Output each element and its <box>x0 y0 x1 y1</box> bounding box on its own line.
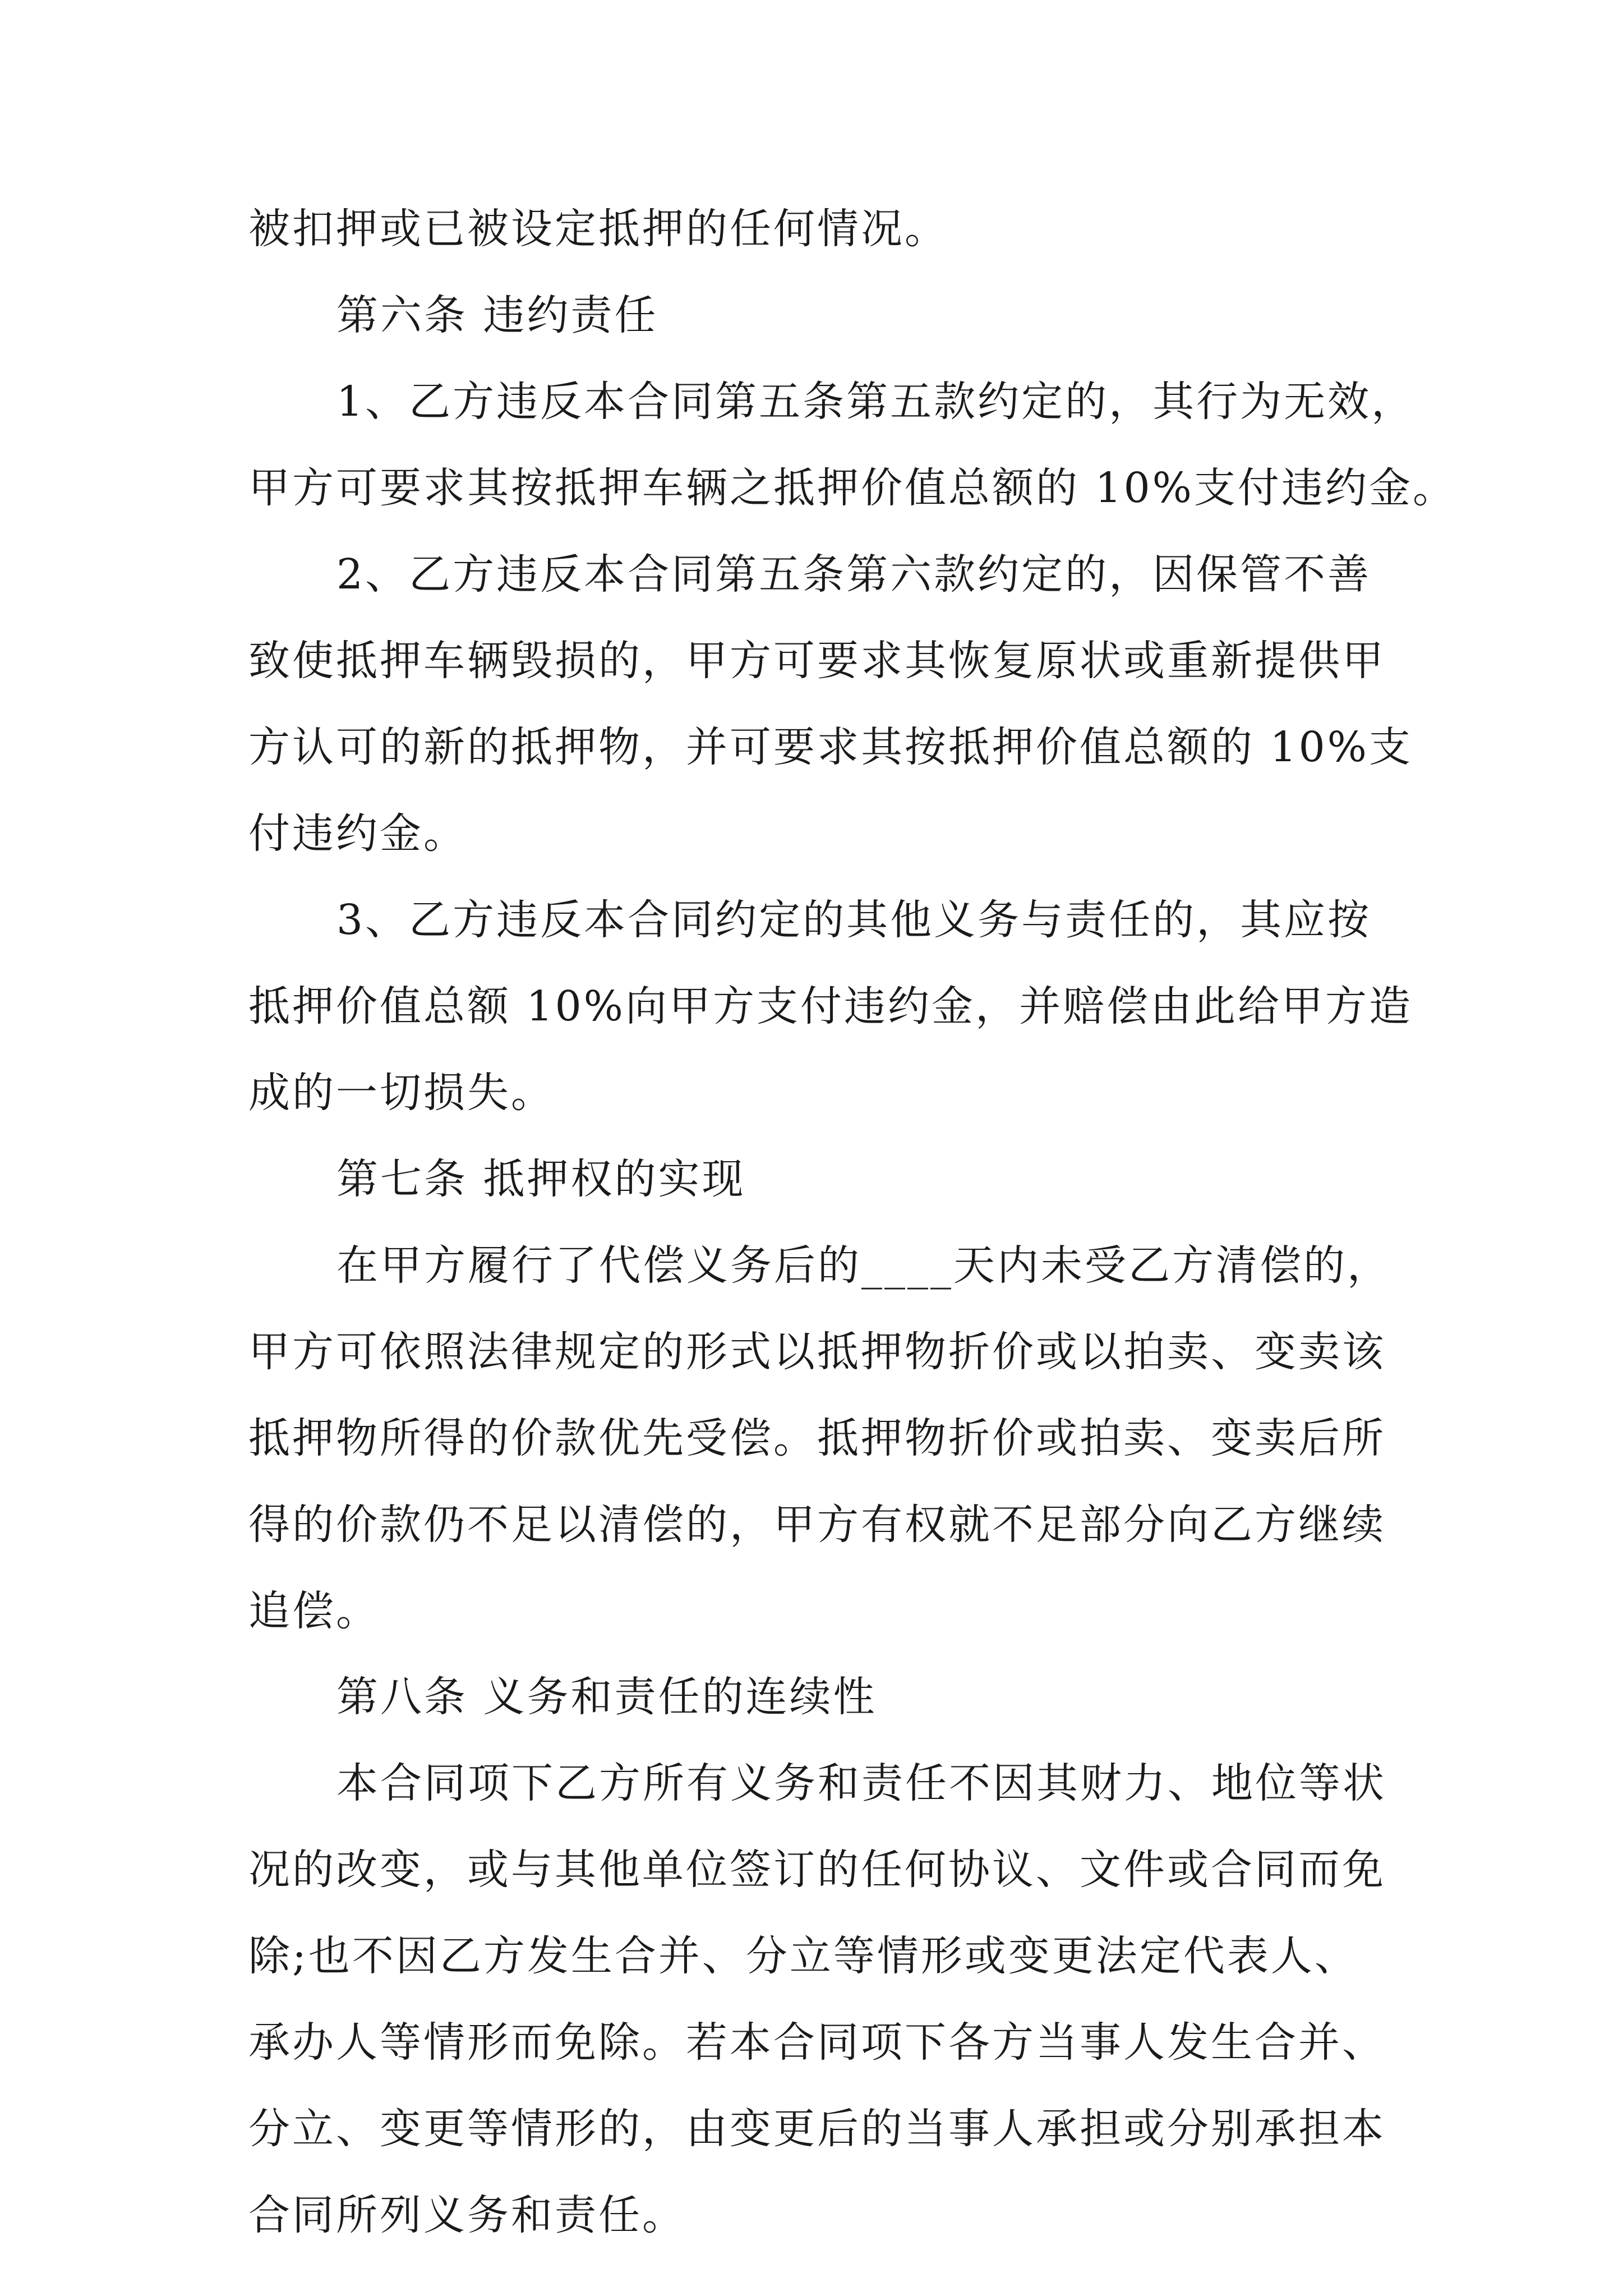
text-line: 追偿。 <box>248 1586 380 1635</box>
text-line: 分立、变更等情形的，由变更后的当事人承担或分别承担本 <box>248 2105 1386 2154</box>
text-line: 况的改变，或与其他单位签订的任何协议、文件或合同而免 <box>248 1846 1386 1894</box>
text-line: 成的一切损失。 <box>248 1068 555 1117</box>
article-heading: 第七条 抵押权的实现 <box>336 1154 746 1203</box>
text-line: 抵押物所得的价款优先受偿。抵押物折价或拍卖、变卖后所 <box>248 1414 1386 1462</box>
text-line: 承办人等情形而免除。若本合同项下各方当事人发生合并、 <box>248 2018 1386 2067</box>
article-heading: 第八条 义务和责任的连续性 <box>336 1673 877 1722</box>
text-line: 甲方可依照法律规定的形式以抵押物折价或以拍卖、变卖该 <box>248 1327 1386 1376</box>
text-line: 除;也不因乙方发生合并、分立等情形或变更法定代表人、 <box>248 1932 1358 1981</box>
text-line: 3、乙方违反本合同约定的其他义务与责任的，其应按 <box>336 895 1372 944</box>
document-body <box>248 203 1456 2276</box>
text-line: 合同所列义务和责任。 <box>248 2191 686 2240</box>
text-line: 在甲方履行了代偿义务后的____天内未受乙方清偿的， <box>336 1241 1391 1290</box>
text-line: 抵押价值总额 10%向甲方支付违约金，并赔偿由此给甲方造 <box>248 982 1413 1030</box>
text-line: 得的价款仍不足以清偿的，甲方有权就不足部分向乙方继续 <box>248 1500 1386 1549</box>
text-line: 付违约金。 <box>248 809 467 858</box>
text-line: 方认可的新的抵押物，并可要求其按抵押价值总额的 10%支 <box>248 723 1413 771</box>
text-line: 1、乙方违反本合同第五条第五款约定的，其行为无效， <box>336 377 1415 426</box>
text-line: 2、乙方违反本合同第五条第六款约定的，因保管不善 <box>336 550 1372 599</box>
text-line: 甲方可要求其按抵押车辆之抵押价值总额的 10%支付违约金。 <box>248 463 1456 512</box>
article-heading: 第六条 违约责任 <box>336 291 658 339</box>
text-line: 本合同项下乙方所有义务和责任不因其财力、地位等状 <box>336 1759 1386 1808</box>
text-line: 致使抵押车辆毁损的，甲方可要求其恢复原状或重新提供甲 <box>248 636 1386 685</box>
text-line: 被扣押或已被设定抵押的任何情况。 <box>248 205 948 253</box>
